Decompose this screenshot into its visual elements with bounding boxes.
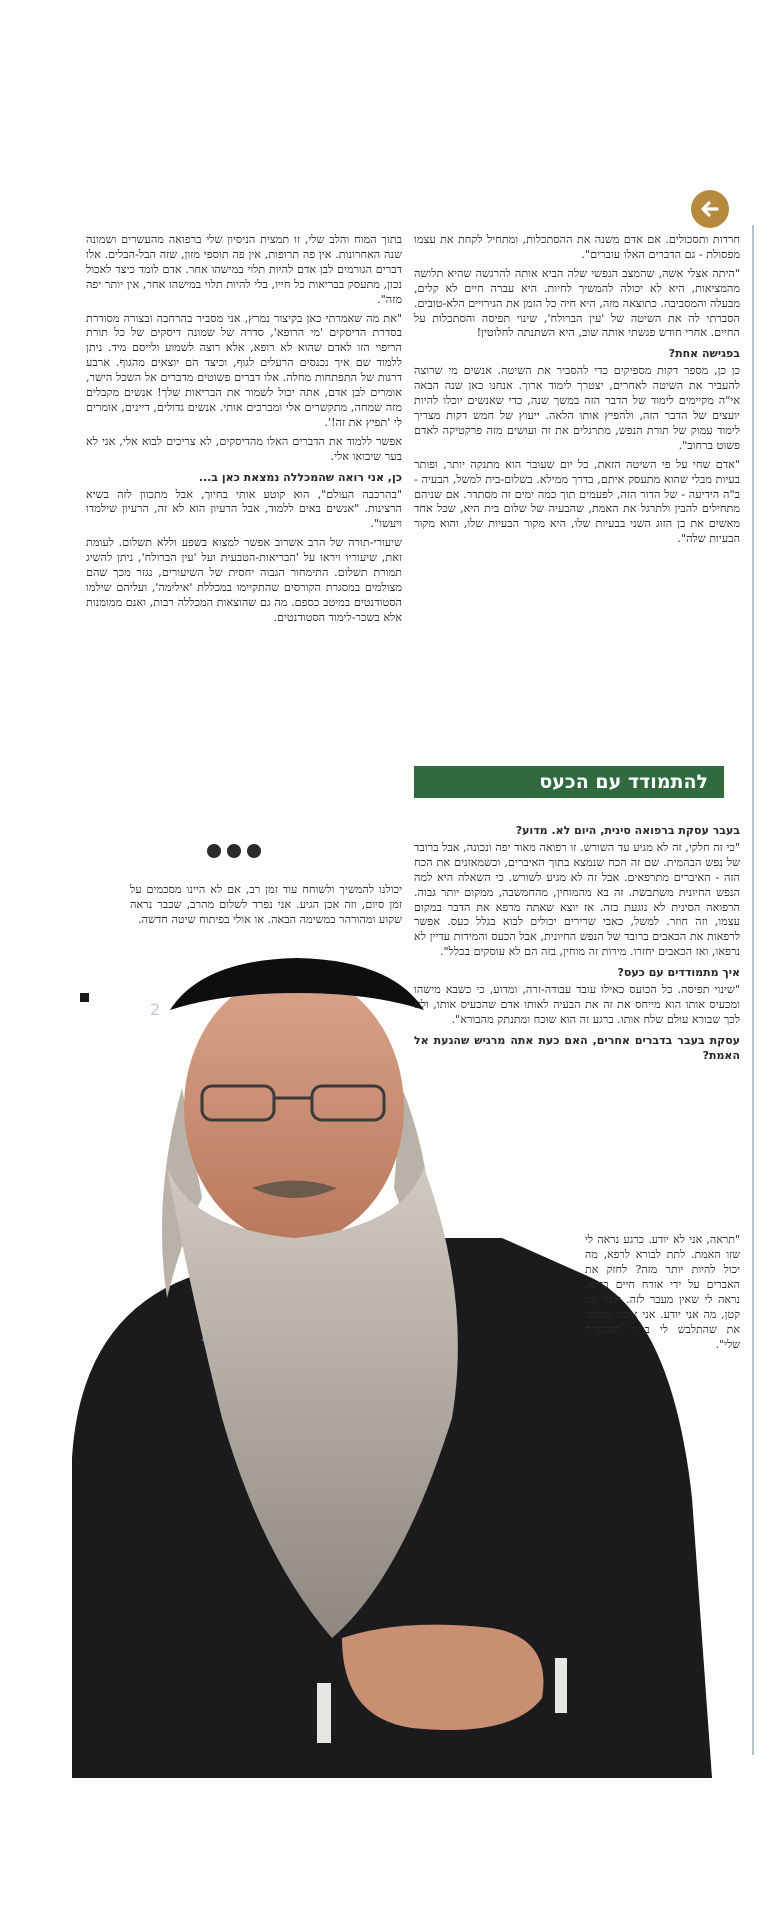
paragraph: בתוך המוח והלב שלי, זו תמצית הניסיון שלי ברפואה מהעשרים ושמונה שנה האחרונות. אין פה תרופות, אין פה תוספי מזון, שזה הבל-הבלים. אלו דברים הגורמים לבן אדם להיות תלוי במישהו אחר. אדם לומד כיצד לאכול נכון, מתעסק בבריאות כל חייו, בלי להיות תלוי במישהו אחר, אין יותר יפה מזה".	[86, 233, 402, 306]
pencil-mark: 2	[150, 1000, 161, 1019]
section-heading: להתמודד עם הכעס	[414, 766, 724, 798]
paragraph: יכולנו להמשיך ולשוחח עוד זמן רב, אם לא היינו מסכמים על זמן סיום, וזה אכן הגיע. אני נפרד לשלום מהרב, שכבר נראה שקוע ומהורהר במשימה הבאה. או אולי בפיתוח שיטה חדשה.	[130, 883, 402, 926]
divider-dot	[207, 844, 221, 858]
paragraph: "אדם שחי על פי השיטה הזאת, כל יום שעובר הוא מתנקה יותר, ופותר בעיות מבלי שהוא מתעסק איתם, בדרך ממילא. בשלום-בית למשל, הבעיה - ב"ה הידיעה - של הדור הזה, לפעמים תוך כמה ימים זה מסתדר. אם שניהם מתחילים להבין ולתרגל את האמת, שהבעיה של שלום בית היא, שכל אחד מאשים את בן הזוג השני בבעיות שלו, היא מקור הבעיות שלו, והוא מקור הבעיות שלה".	[414, 457, 740, 546]
interview-question: כן, אני רואה שהמכללה נמצאת כאן ב...	[198, 470, 402, 484]
paragraph: שיעורי-תורה של הרב אשרוב אפשר למצוא בשפע וללא תשלום. לעומת זאת, שיעוריו ויראו על 'הבריאות-הטבעית ועל 'עין הברולח', ניתן להשיג תמורת תשלום. התימחור הגבוה יחסית של השיעורים, נגזר מכך שהם מצולמים במסגרת הקורסים שהתקיימו במכללת 'אילימה', ועליהם שילמו הסטודנטים במיטב כספם. מה גם שהוצאות המכללה רבות, ואנם ממומנות אלא בשכר-לימוד הסטודנטים.	[86, 536, 402, 624]
article-text-wrap	[585, 1232, 740, 1562]
paragraph: "את מה שאמרתי כאן בקיצור נמרץ, אני מסביר בהרחבה ובצורה מסודרת בסדרת הדיסקים 'מי הרופא', סדרה של שמונה דיסקים של כל תורת הריפוי הזו לאדם שהוא לא רופא, אלא רוצה לשמוע ולייסם מיד. ניתן ללמוד שם איך נכנסים הרעלים לגוף, וכיצד הם יוצאים מהגוף. ארבע דרגות של התפתחות מחלה. אלו דברים פשוטים מדברים אל השכל הישר, אומרים לבן אדם, אתה יכול לשמור את הבריאות שלך! אנשים מקבלים מזה שמחה, מתקשרים אלי ומברכים אותי. אנשים גדולים, דיינים, אומרים לי 'תפיץ את זה!'.	[86, 311, 402, 429]
interview-question: עסקת בעבר בדברים אחרים, האם כעת אתה מרגיש שהגעת אל האמת?	[414, 1033, 740, 1062]
paragraph: כן כן, מספר דקות מספיקים כדי להסביר את השיטה. אנשים מי שרוצה להעביר את השיטה לאחרים, יצטרך לימוד ארוך. אנחנו כאן שנה הבאה אי"ה מקיימים לימוד של הדבר הזה במשך שנה, כדי שאנשים יוכלו להיות יועצים של הדבר הזה, ולהפיץ אותו הלאה. ייעוץ של חמש דקות מצריך לימוד עמוק של תורת הנפש, מתרגלים את זה ועושים מזה פרקטיקה לאדם פשוט ברחוב".	[414, 364, 740, 452]
paragraph: אפשר ללמוד את הדברים האלו מהדיסקים, לא צריכים לבוא אלי, אני לא בער שיבואו אלי.	[86, 434, 402, 463]
divider-dot	[247, 844, 261, 858]
article-column-right-lower	[414, 818, 740, 1230]
interview-question: בעבר עסקת ברפואה סינית, היום לא. מדוע?	[515, 824, 740, 837]
page-edge-line	[752, 225, 754, 1755]
arrow-left-icon	[697, 196, 723, 222]
paragraph: "שינוי תפיסה. כל הכועס כאילו עובד עבודה-זרה, ומדוע, כי כשבא מישהו ומכעיס אותו הוא מייחס את זה את הבעיה לאותו אדם שהכעיס אותו, ולא לכך שבורא עולם שלח אותו. ברגע זה הוא שוכח ומתנתק מהבורא".	[414, 983, 740, 1026]
paragraph: "בהרכבה העולם", הוא קוטע אותי בחיוך, אבל מתכוון לזה בשיא הרצינות. "אנשים באים ללמוד, אבל הרעיון הוא לא זה, הרעיון שילמדו ויעשו".	[86, 487, 402, 531]
article-column-left-upper	[86, 233, 402, 803]
paragraph: חרדות ותסכולים. אם אדם משנה את ההסתכלות, ומתחיל לקחת את עצמו מפסולת - גם הדברים האלו עוברים".	[414, 233, 740, 261]
back-arrow-button[interactable]	[691, 190, 729, 228]
article-column-right-upper	[414, 233, 740, 764]
section-divider-dots	[207, 844, 261, 858]
divider-dot	[227, 844, 241, 858]
paragraph: "כי זה חלקי, זה לא מגיע עד השורש. זו רפואה מאוד יפה ונכונה, אבל ברובד של נפש הבהמית. שם זה הכח שנמצא בתוך האיברים, וכשמאזנים את הכח הזה - האיברים מתרפאים. אבל זה לא מגיע לשורש. כי השאלה היא למה הנפש החיונית משתבשת. זה בא מהמוחין, מהחמשבה, ממקום יותר גבוה. הרפואה הסינית לא נוגעת בזה. אז יוצא שאתה מרפא את הדבר במקום עצמו, וזה חוזר. למשל, כאבי שרירים יכולים לבוא בגלל כעס. אפשר לרפאות את הכאבים ברובד של הנפש החיונית, אבל הכעס והמידות עדיין לא נרפאו, ואז הכאבים יחזרו. מירות זה מוחין, בזה הם לא עוסקים בכלל".	[414, 840, 740, 959]
interview-question: איך מתמודדים עם כעס?	[617, 966, 740, 980]
pencil-mark: ~	[200, 1330, 214, 1349]
paragraph: "תראה, אני לא יודע. כרגע נראה לי שזו האמת. לתת לבורא לרפא, מה יכול להיות יותר מזה? לחזק את האברים על ידי אורח חיים בריא, נראה לי שאין מעבר לזה. אבל אני קטן, מה אני יודע. אני אומר ומלמד את שהתלבש לי בתוך המסגרת שלי".	[585, 1233, 740, 1351]
interview-question: בפגישה אחת?	[668, 347, 740, 361]
paragraph: "היתה אצלי אשה, שהמצב הנפשי שלה הביא אותה להרגשה שהיא תלושה מהמציאות, היא לא יכולה להמשיך לחיות. היא עברה חיים לא קלים, מבעלה והמסביבה. כתוצאה מזה, היא חיה כל הזמן את הגירויים הלא-טובים. הסברתי לה את השיטה של 'עין הברולח', שינוי תפיסה והסתכלות על החיים. אחרי חודש פגשתי אותה שוב, היא השתנתה לחלוטין!	[414, 266, 740, 340]
